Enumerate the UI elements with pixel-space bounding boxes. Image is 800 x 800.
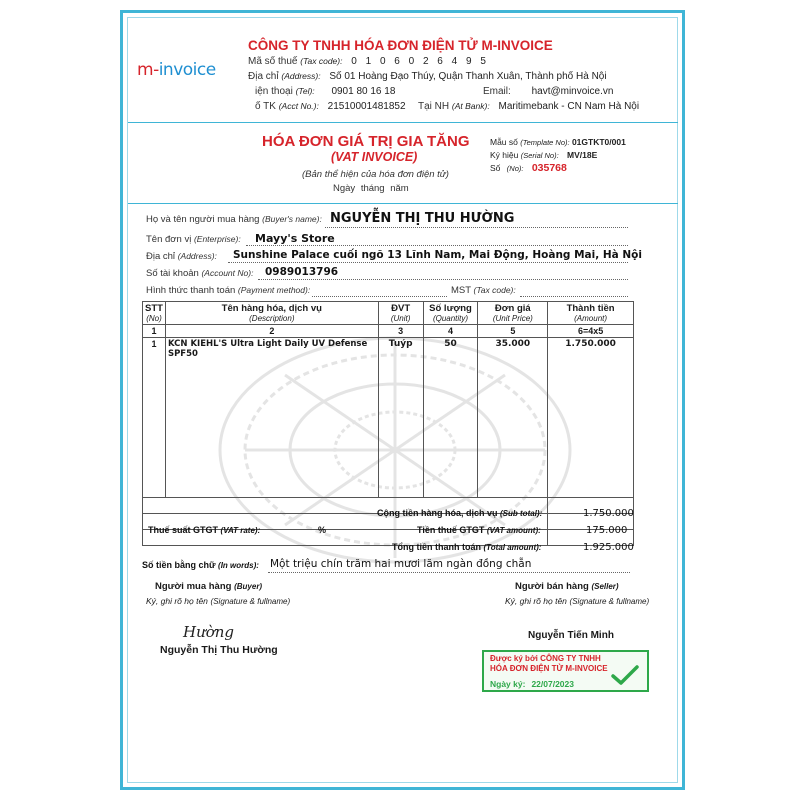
buyer-address-label: Địa chỉ <box>146 251 176 262</box>
buyer-mst-en: (Tax code): <box>473 285 516 295</box>
seller-sign-en: (Seller) <box>591 582 619 591</box>
buyer-name-label: Họ và tên người mua hàng <box>146 214 260 225</box>
row-unit: Tuýp <box>378 338 423 498</box>
seller-sign-note <box>505 596 649 607</box>
email-label: Email: <box>483 86 511 97</box>
template-label: Mẫu số <box>490 137 518 147</box>
company-name: CÔNG TY TNHH HÓA ĐƠN ĐIỆN TỬ M-INVOICE <box>248 38 553 53</box>
invoice-subtitle: (VAT INVOICE) <box>331 150 418 164</box>
vat-rate-en: (VAT rate): <box>220 526 261 535</box>
seller-sign-label: Người bán hàng <box>515 581 589 592</box>
th-desc-en: (Description) <box>249 314 295 323</box>
tax-code-label: Mã số thuế <box>248 56 298 67</box>
buyer-address-row <box>146 251 217 262</box>
th-qty-en: (Quantity) <box>432 314 469 323</box>
vat-amount-group <box>417 525 541 535</box>
idx-5: 5 <box>478 325 548 338</box>
row-desc: KCN KIEHL'S Ultra Light Daily UV Defense SPF50 <box>165 338 378 498</box>
buyer-address-line <box>228 262 628 263</box>
address-en: (Address): <box>281 71 321 81</box>
th-desc-vn: Tên hàng hóa, dịch vụ <box>221 303 322 314</box>
enterprise-line <box>246 245 628 246</box>
seller-sign-note-en: (Signature & fullname) <box>569 597 650 606</box>
company-email-row <box>483 86 613 97</box>
th-unit-en: (Unit) <box>390 314 411 323</box>
th-no-en: (No) <box>146 314 162 323</box>
payment-label: Hình thức thanh toán <box>146 285 236 296</box>
in-words-group <box>142 560 259 570</box>
buyer-account-row <box>146 268 253 279</box>
phone-en: (Tel): <box>295 86 315 96</box>
email-value: havt@minvoice.vn <box>531 86 614 97</box>
vat-amount-label: Tiền thuế GTGT <box>417 525 485 535</box>
buyer-name-line <box>325 227 628 228</box>
row-qty: 50 <box>423 338 478 498</box>
th-desc <box>165 302 378 325</box>
table-index-row <box>143 325 634 338</box>
th-qty <box>423 302 478 325</box>
row-amount: 1.750.000 <box>548 338 634 498</box>
payment-row <box>146 285 310 296</box>
in-words-label: Số tiền bằng chữ <box>142 560 216 570</box>
sign-date-value: 22/07/2023 <box>531 679 574 689</box>
account-en: (Acct No.): <box>278 101 319 111</box>
company-address-row <box>248 71 607 82</box>
payment-en: (Payment method): <box>237 285 311 295</box>
buyer-printed-name: Nguyễn Thị Thu Hường <box>160 644 278 656</box>
buyer-sign-label: Người mua hàng <box>155 581 232 592</box>
total-label-group <box>392 542 541 552</box>
template-value: 01GTKT0/001 <box>571 137 626 147</box>
buyer-mst-row <box>451 285 516 296</box>
buyer-account-en: (Account No): <box>201 268 254 278</box>
invoice-note: (Bản thể hiện của hóa đơn điện tử) <box>302 169 449 180</box>
buyer-sign-note <box>146 596 290 607</box>
serial-label: Ký hiệu <box>490 150 519 160</box>
buyer-mst-line <box>520 296 628 297</box>
vat-amount-en: (VAT amount): <box>486 526 541 535</box>
vat-amount-value: 175.000 <box>586 525 628 536</box>
template-row <box>490 137 626 147</box>
invoice-date-line: Ngày tháng năm <box>333 183 409 194</box>
serial-en: (Serial No): <box>520 151 559 160</box>
buyer-sign-note-en: (Signature & fullname) <box>210 597 291 606</box>
th-unit-vn: ĐVT <box>391 303 411 314</box>
title-divider <box>128 203 678 204</box>
buyer-mst-label: MST <box>451 285 471 296</box>
th-amount-vn: Thành tiền <box>566 303 615 314</box>
th-no-vn: STT <box>145 303 163 314</box>
serial-value: MV/18E <box>567 150 598 160</box>
serial-row <box>490 150 597 160</box>
sign-date-label: Ngày ký: <box>490 679 526 689</box>
buyer-name-value: NGUYỄN THỊ THU HƯỜNG <box>330 211 515 226</box>
idx-6: 6=4x5 <box>548 325 634 338</box>
buyer-account-label: Số tài khoản <box>146 268 199 279</box>
total-value: 1.925.000 <box>583 542 634 553</box>
minvoice-logo: m-invoice <box>137 60 216 80</box>
invoice-no-value: 035768 <box>531 162 567 174</box>
table-row <box>143 338 634 498</box>
buyer-sign-title <box>155 581 262 592</box>
bank-label: Tại NH <box>418 101 450 112</box>
company-tax-row <box>248 56 489 67</box>
invoice-no-en: (No): <box>506 164 524 173</box>
invoice-no-row <box>490 162 567 174</box>
th-qty-vn: Số lượng <box>429 303 472 314</box>
enterprise-label: Tên đơn vị <box>146 234 192 245</box>
buyer-sign-note-vn: Ký, ghi rõ họ tên <box>146 596 208 606</box>
phone-value: 0901 80 16 18 <box>331 86 396 97</box>
idx-2: 2 <box>165 325 378 338</box>
invoice-title: HÓA ĐƠN GIÁ TRỊ GIA TĂNG <box>262 133 470 150</box>
seller-sign-title <box>515 581 619 592</box>
row-no: 1 <box>143 338 166 498</box>
buyer-handwritten-signature: Hường <box>183 623 235 641</box>
header-divider <box>128 122 678 123</box>
phone-label: iện thoại <box>255 86 293 97</box>
total-en: (Total amount): <box>483 543 542 552</box>
company-account-row <box>255 101 406 112</box>
vat-rate-group <box>148 525 260 535</box>
buyer-account-line <box>258 279 628 280</box>
in-words-en: (In words): <box>218 561 259 570</box>
th-price-vn: Đơn giá <box>494 303 531 314</box>
check-icon <box>611 664 639 686</box>
account-label: ố TK <box>255 101 276 112</box>
idx-1: 1 <box>143 325 166 338</box>
enterprise-en: (Enterprise): <box>193 234 241 244</box>
sign-date-row <box>490 679 574 689</box>
company-phone-row <box>255 86 395 97</box>
tax-code-en: (Tax code): <box>300 56 343 66</box>
template-en: (Template No): <box>520 138 570 147</box>
account-value: 21510001481852 <box>327 101 406 112</box>
subtotal-label-group <box>377 508 542 518</box>
digital-signature-box <box>482 650 649 692</box>
signed-by-text: Được ký bởi CÔNG TY TNHH HÓA ĐƠN ĐIỆN TỬ M-INVOICE <box>490 654 608 673</box>
idx-3: 3 <box>378 325 423 338</box>
th-amount <box>548 302 634 325</box>
seller-sign-note-vn: Ký, ghi rõ họ tên <box>505 596 567 606</box>
subtotal-label: Cộng tiền hàng hóa, dịch vụ <box>377 508 498 518</box>
address-label: Địa chỉ <box>248 71 279 82</box>
company-bank-row <box>418 101 639 112</box>
tax-code-value: 0 1 0 6 0 2 6 4 9 5 <box>351 56 489 67</box>
th-unit <box>378 302 423 325</box>
vat-rate-label: Thuế suất GTGT <box>148 525 219 535</box>
address-value: Số 01 Hoàng Đạo Thúy, Quận Thanh Xuân, Thành phố Hà Nội <box>329 71 607 82</box>
in-words-line <box>268 572 630 573</box>
th-price-en: (Unit Price) <box>492 314 533 323</box>
enterprise-value: Mayy's Store <box>255 232 335 245</box>
invoice-no-label: Số <box>490 163 501 173</box>
bank-value: Maritimebank - CN Nam Hà Nội <box>498 101 640 112</box>
subtotal-value: 1.750.000 <box>583 508 634 519</box>
buyer-account-value: 0989013796 <box>265 266 339 278</box>
th-amount-en: (Amount) <box>574 314 608 323</box>
vat-rate-pct: % <box>318 525 327 535</box>
total-label: Tổng tiền thanh toán <box>392 542 481 552</box>
in-words-value: Một triệu chín trăm hai mươi lăm ngàn đồng chẵn <box>270 558 532 570</box>
payment-line <box>312 296 447 297</box>
row-price: 35.000 <box>478 338 548 498</box>
th-price <box>478 302 548 325</box>
buyer-address-en: (Address): <box>177 251 217 261</box>
buyer-name-row <box>146 214 322 225</box>
enterprise-row <box>146 234 241 245</box>
th-no <box>143 302 166 325</box>
buyer-sign-en: (Buyer) <box>234 582 263 591</box>
seller-printed-name: Nguyễn Tiến Minh <box>528 630 614 641</box>
buyer-name-en: (Buyer's name): <box>262 214 322 224</box>
bank-en: (At Bank): <box>451 101 490 111</box>
table-header-row <box>143 302 634 325</box>
subtotal-en: (Sub total): <box>500 509 543 518</box>
idx-4: 4 <box>423 325 478 338</box>
buyer-address-value: Sunshine Palace cuối ngõ 13 Lĩnh Nam, Mai Động, Hoàng Mai, Hà Nội <box>233 249 642 261</box>
